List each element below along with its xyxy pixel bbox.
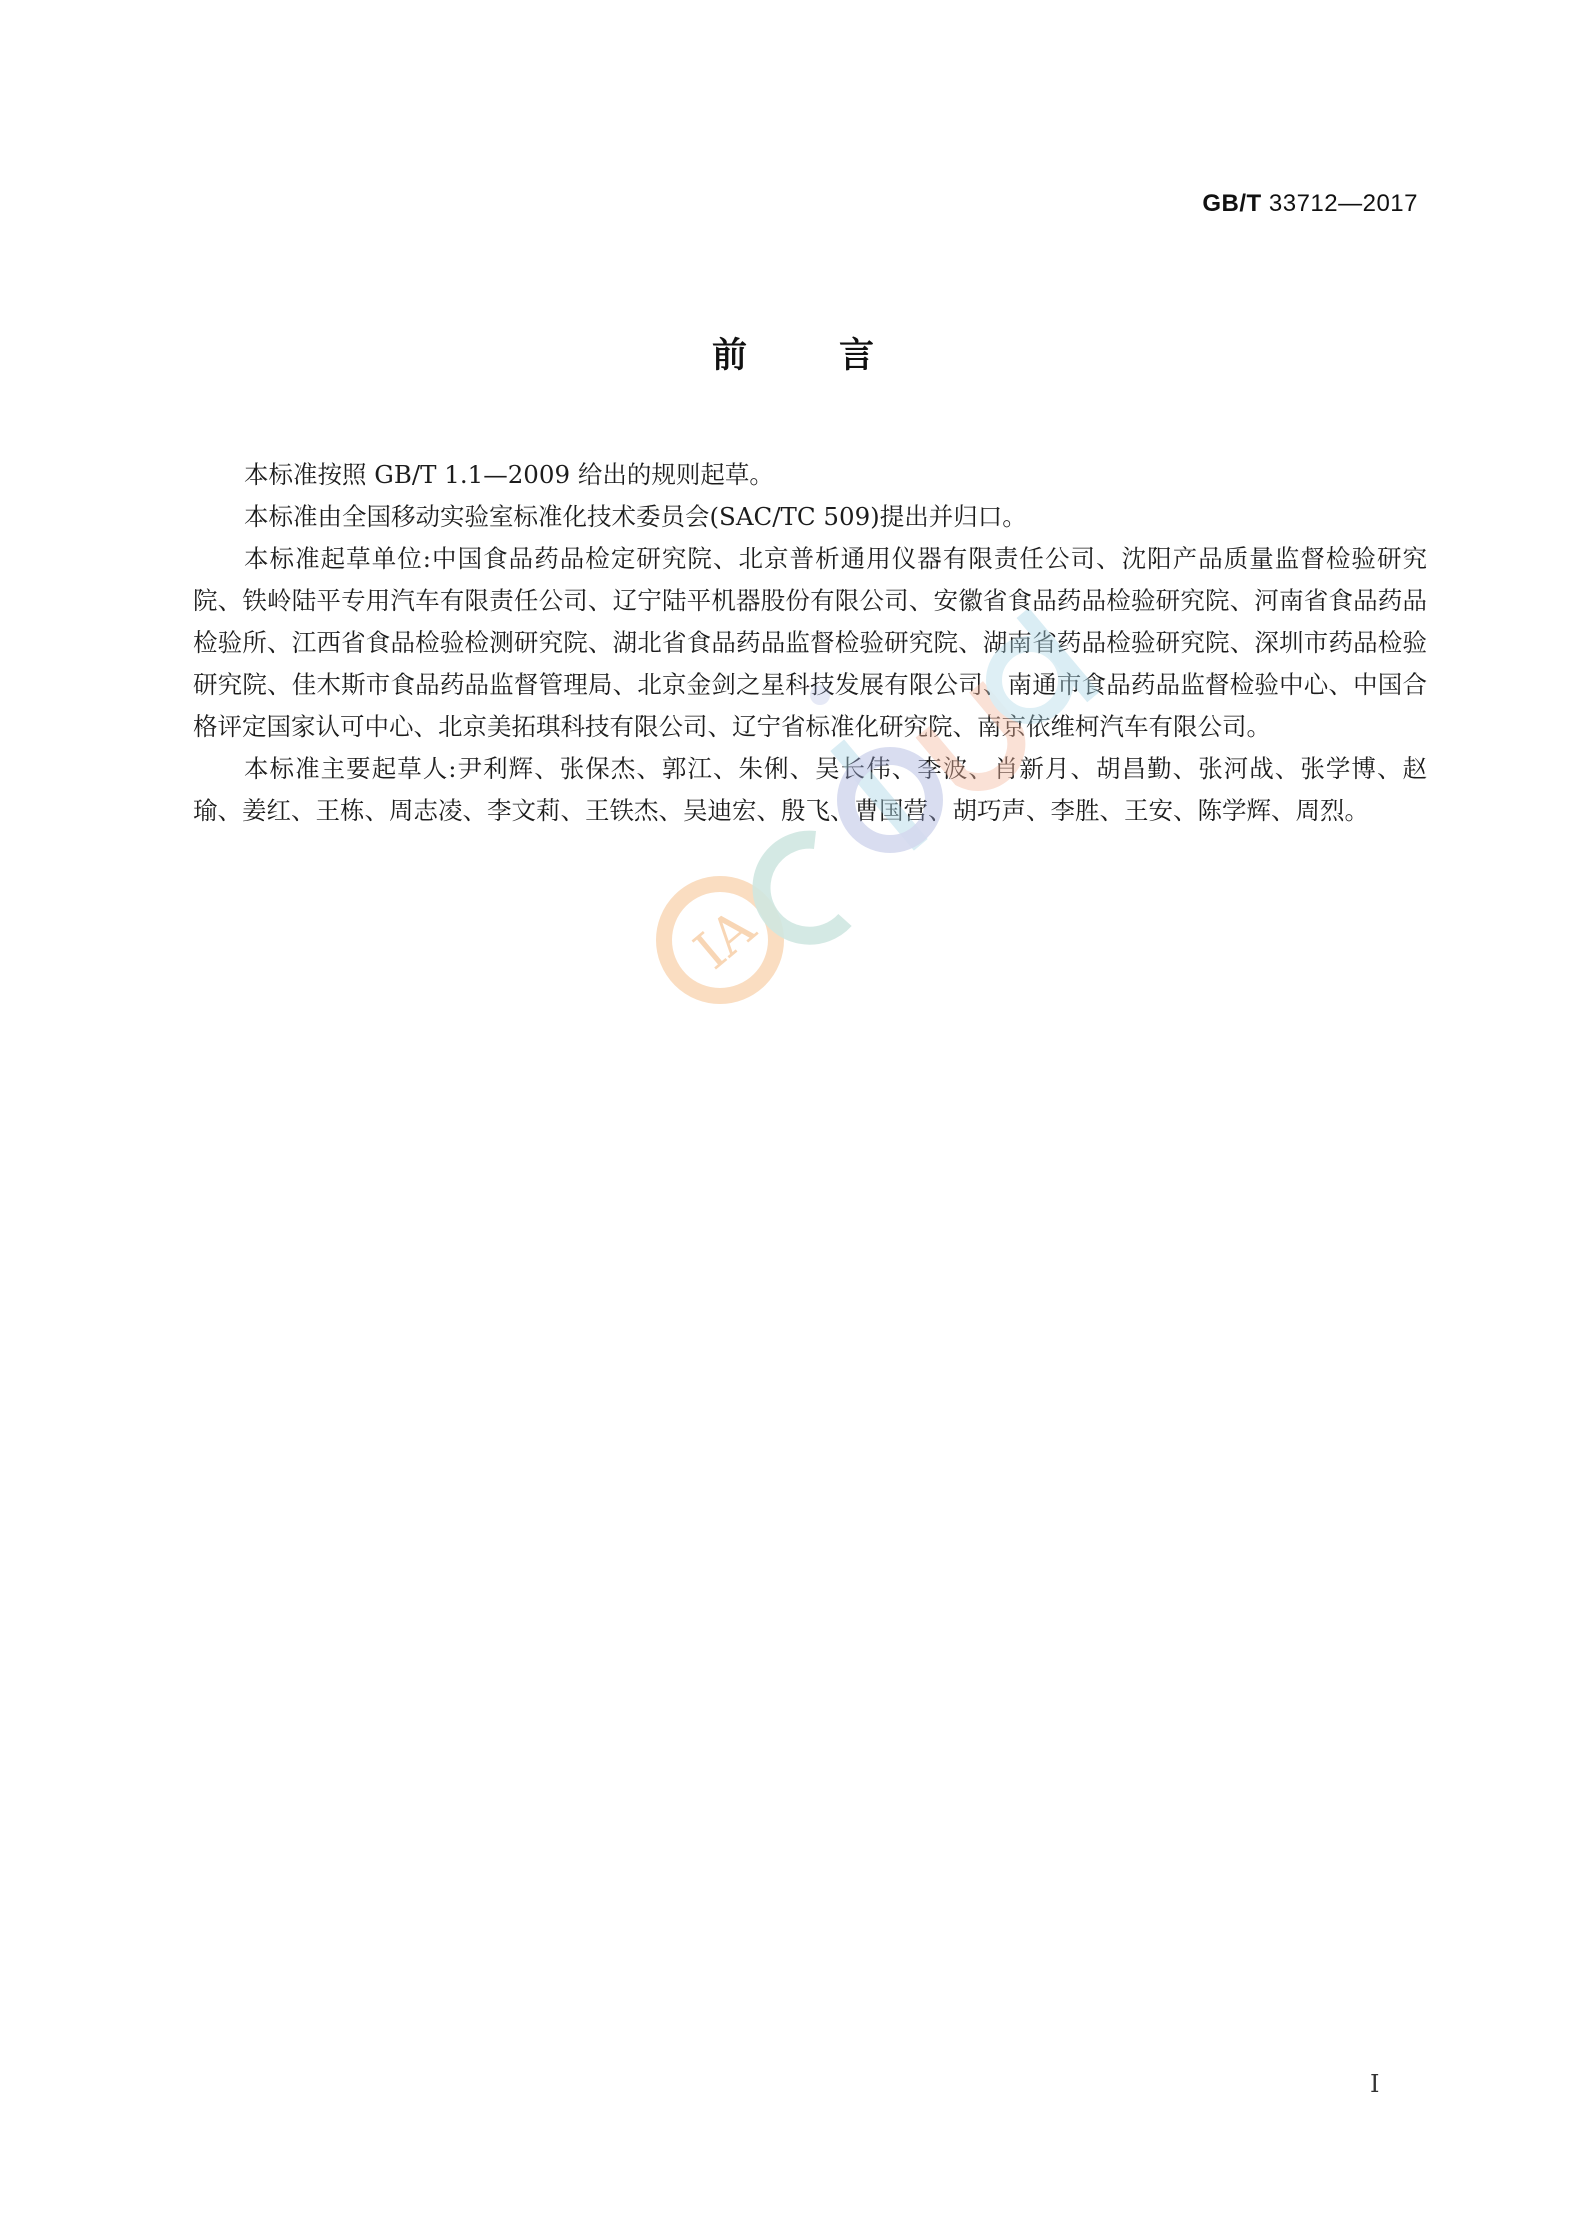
page-number: I [1370,2070,1380,2098]
watermark-ia-text: IA [683,898,767,982]
paragraph-drafting-rules: 本标准按照 GB/T 1.1—2009 给出的规则起草。 [244,460,774,489]
paragraph-drafters: 本标准主要起草人:尹利辉、张保杰、郭江、朱俐、吴长伟、李波、肖新月、胡昌勤、张河战、张学博、赵瑜、姜红、王栋、周志凌、李文莉、王铁杰、吴迪宏、殷飞、曹国营、胡巧声、李胜、王安、陈学辉、周烈。 [193,754,1427,825]
paragraph-drafting-units: 本标准起草单位:中国食品药品检定研究院、北京普析通用仪器有限责任公司、沈阳产品质量监督检验研究院、铁岭陆平专用汽车有限责任公司、辽宁陆平机器股份有限公司、安徽省食品药品检验研究院、河南省食品药品检验所、江西省食品检验检测研究院、湖北省食品药品监督检验研究院、湖南省药品检验研究院、深圳市药品检验研究院、佳木斯市食品药品监督管理局、北京金剑之星科技发展有限公司、南通市食品药品监督检验中心、中国合格评定国家认可中心、北京美拓琪科技有限公司、辽宁省标准化研究院、南京依维柯汽车有限公司。 [193,544,1427,741]
standard-number: 33712—2017 [1261,190,1418,217]
standard-prefix: GB/T [1202,190,1262,217]
watermark-c-icon [762,840,845,936]
paragraph-proposer: 本标准由全国移动实验室标准化技术委员会(SAC/TC 509)提出并归口。 [244,502,1027,531]
page-title: 前言 [711,336,966,376]
watermark-ring-icon [664,884,776,996]
standard-code [1202,190,1418,218]
foreword-body [193,454,1427,832]
